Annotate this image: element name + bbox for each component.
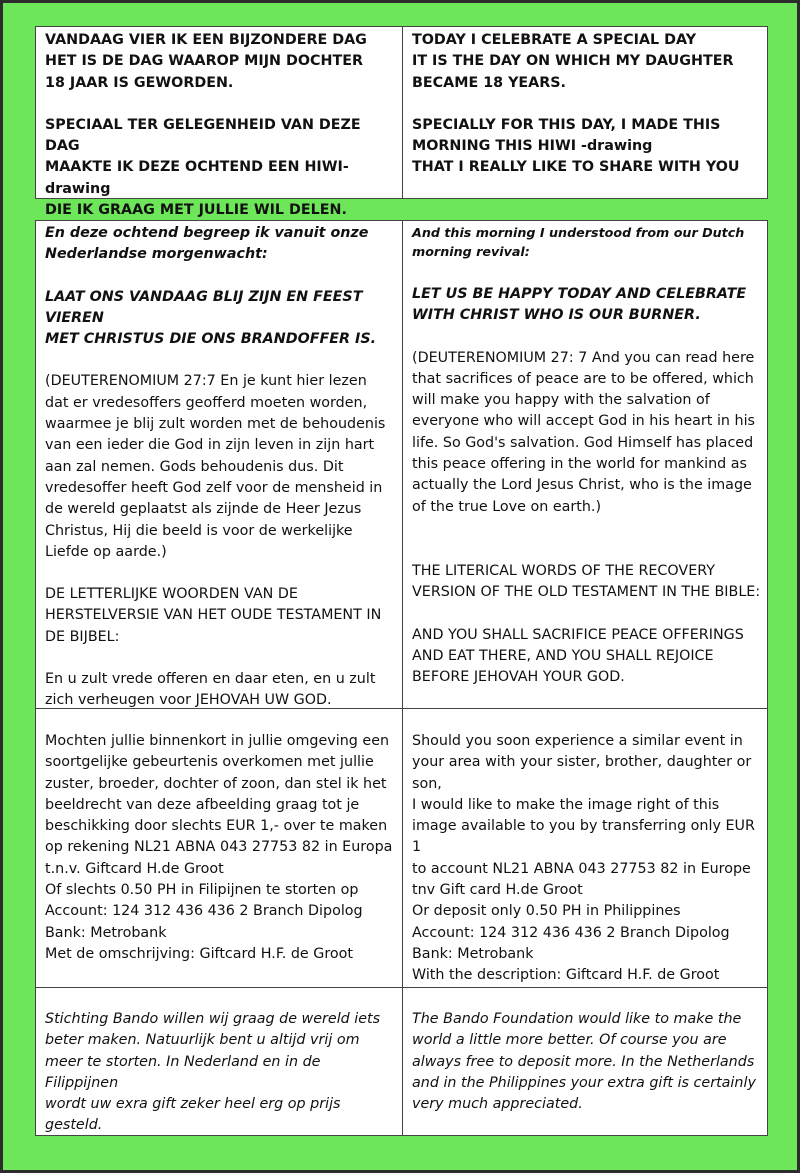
offer-english-text: Should you soon experience a similar event in your area with your sister, brother, daughter or son, I would like to make the image right of this image available to you by transferring only EUR 1 to account NL21 ABNA 043 27753 82 in Europe tnv Gift card H.de Groot Or deposit only 0.50 PH in Philippines Account: 124 312 436 436 2 Branch Dipolog Bank: Metrobank With the description: Giftcard H.F. de Groot [412, 733, 755, 984]
intro-english-announcement: TODAY I CELEBRATE A SPECIAL DAY IT IS THE DAY ON WHICH MY DAUGHTER BECAME 18 YEARS. [412, 32, 734, 91]
scripture-english-version-title: THE LITERICAL WORDS OF THE RECOVERY VERSION OF THE OLD TESTAMENT IN THE BIBLE: [412, 562, 761, 601]
foundation-dutch [36, 1009, 402, 1137]
intro-dutch-announcement: VANDAAG VIER IK EEN BIJZONDERE DAG HET IS DE DAG WAAROP MIJN DOCHTER 18 JAAR IS GEWORDEN. [45, 32, 367, 91]
intro-dutch [36, 30, 402, 221]
scripture-english [403, 223, 769, 708]
intro-box [35, 26, 768, 219]
scripture-dutch [36, 223, 402, 708]
foundation-english-text: The Bando Foundation would like to make the world a little more better. Of course you are always free to deposit more. In the Netherlands and in the Philippines your extra gift is certainly very much appreciated. [412, 1011, 756, 1113]
intro-english [403, 30, 769, 179]
intro-english-drawing-note: SPECIALLY FOR THIS DAY, I MADE THIS MORNING THIS HIWI -drawing THAT I REALLY LIKE TO SHARE WITH YOU [412, 116, 740, 176]
scripture-dutch-version-title: DE LETTERLIJKE WOORDEN VAN DE HERSTELVERSIE VAN HET OUDE TESTAMENT IN DE BIJBEL: [45, 586, 382, 645]
intro-dutch-drawing-note: SPECIAAL TER GELEGENHEID VAN DEZE DAG MAAKTE IK DEZE OCHTEND EEN HIWI-drawing DIE IK GRAAG MET JULLIE WIL DELEN. [45, 116, 361, 219]
scripture-english-callout: LET US BE HAPPY TODAY AND CELEBRATE WITH CHRIST WHO IS OUR BURNER. [412, 286, 747, 324]
scripture-dutch-heading: En deze ochtend begreep ik vanuit onze Nederlandse morgenwacht: [45, 225, 369, 263]
offer-english [403, 731, 769, 987]
scripture-dutch-verse: En u zult vrede offeren en daar eten, en u zult zich verheugen voor JEHOVAH UW GOD. [45, 671, 376, 708]
row-divider [36, 987, 767, 988]
offer-dutch [36, 731, 402, 965]
scripture-dutch-explanation: (DEUTERENOMIUM 27:7 En je kunt hier lezen dat er vredesoffers geofferd moeten worden, waarmee je blij zult worden met de behoudenis van een ieder die God in zijn leven in zijn hart aan zal nemen. Gods behoudenis dus. Dit vredesoffer heeft God zelf voor de mensheid in de wereld geplaatst als zijnde de Heer Jezus Christus, Hij die beeld is voor de werkelijke Liefde op aarde.) [45, 373, 386, 560]
scripture-english-heading: And this morning I understood from our Dutch morning revival: [412, 225, 745, 259]
main-box [35, 220, 768, 1136]
scripture-english-explanation: (DEUTERENOMIUM 27: 7 And you can read here that sacrifices of peace are to be offered, which will make you happy with the salvation of everyone who will accept God in his heart in his life. So God's salvation. God Himself has placed this peace offering in the world for mankind as actually the Lord Jesus Christ, who is the image of the true Love on earth.) [412, 349, 755, 515]
row-divider [36, 708, 767, 709]
offer-dutch-text: Mochten jullie binnenkort in jullie omgeving een soortgelijke gebeurtenis overkomen met jullie zuster, broeder, dochter of zoon, dan stel ik het beeldrecht van deze afbeelding graag tot je beschikking door slechts EUR 1,- over te maken op rekening NL21 ABNA 043 27753 82 in Europa t.n.v. Giftcard H.de Groot Of slechts 0.50 PH in Filipijnen te storten op Account: 124 312 436 436 2 Branch Dipolog Bank: Metrobank Met de omschrijving: Giftcard H.F. de Groot [45, 733, 393, 962]
scripture-dutch-callout: LAAT ONS VANDAAG BLIJ ZIJN EN FEEST VIEREN MET CHRISTUS DIE ONS BRANDOFFER IS. [45, 288, 377, 348]
foundation-english [403, 1009, 769, 1115]
foundation-dutch-text: Stichting Bando willen wij graag de wereld iets beter maken. Natuurlijk bent u altijd vrij om meer te storten. In Nederland en in de Filippijnen wordt uw exra gift zeker heel erg op prijs gesteld. [45, 1011, 381, 1134]
scripture-english-verse: AND YOU SHALL SACRIFICE PEACE OFFERINGS AND EAT THERE, AND YOU SHALL REJOICE BEFORE JEHOVAH YOUR GOD. [412, 626, 744, 686]
